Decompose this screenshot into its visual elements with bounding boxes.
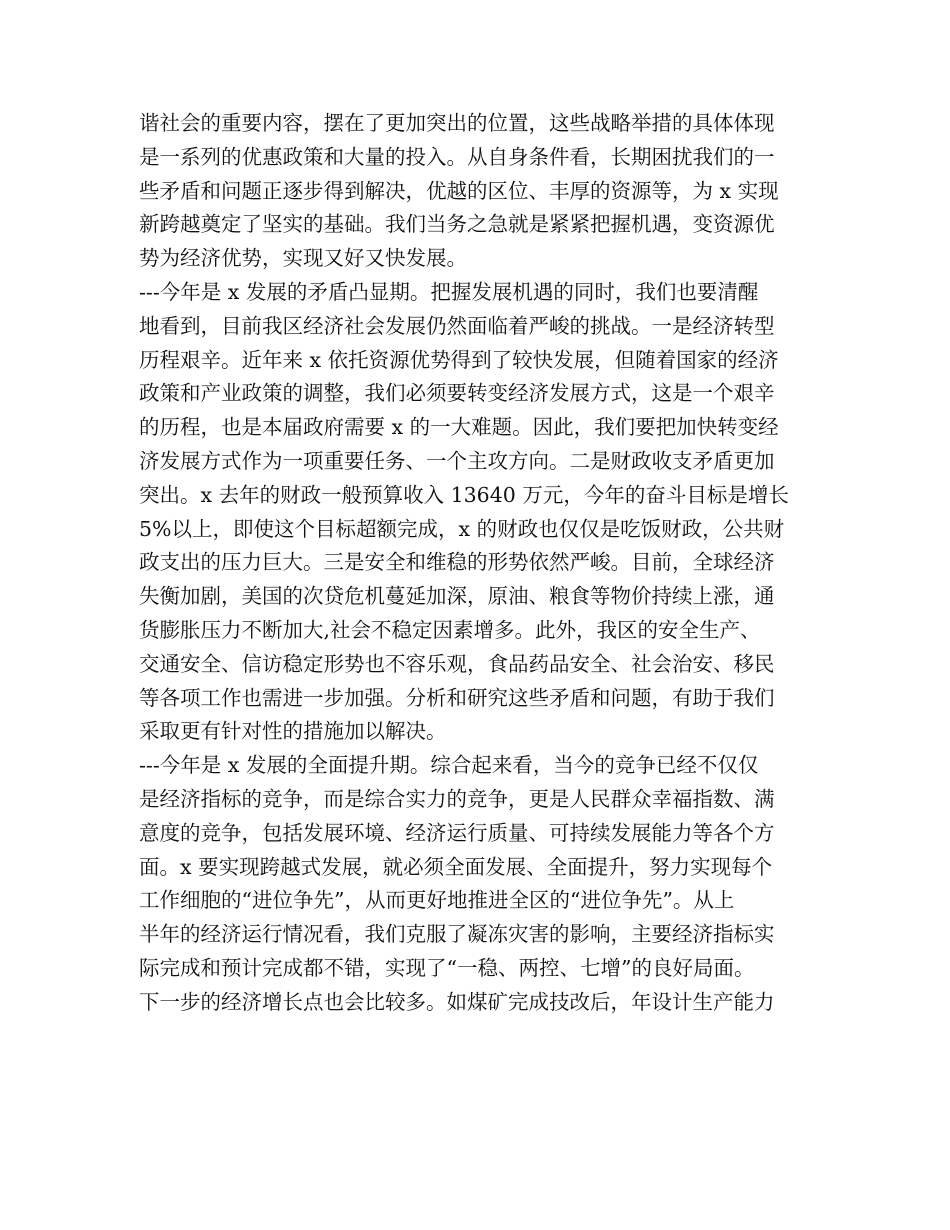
body-text bbox=[139, 107, 819, 1020]
text-line: 失衡加剧，美国的次贷危机蔓延加深，原油、粮食等物价持续上涨，通 bbox=[139, 584, 775, 609]
text-line: ---今年是 x 发展的全面提升期。综合起来看，当今的竞争已经不仅仅 bbox=[139, 753, 759, 778]
text-line: 等各项工作也需进一步加强。分析和研究这些矛盾和问题，有助于我们 bbox=[139, 685, 775, 710]
text-line: 下一步的经济增长点也会比较多。如煤矿完成技改后，年设计生产能力 bbox=[139, 989, 775, 1014]
text-line: 是一系列的优惠政策和大量的投入。从自身条件看，长期困扰我们的一 bbox=[139, 144, 775, 169]
text-line: 5%以上，即使这个目标超额完成，x 的财政也仅仅是吃饭财政，公共财 bbox=[139, 516, 785, 541]
text-line: 谐社会的重要内容，摆在了更加突出的位置，这些战略举措的具体体现 bbox=[139, 111, 775, 135]
text-line: 政策和产业政策的调整，我们必须要转变经济发展方式，这是一个艰辛 bbox=[139, 381, 775, 406]
text-line: 货膨胀压力不断加大,社会不稳定因素增多。此外，我区的安全生产、 bbox=[139, 617, 761, 642]
text-line: 历程艰辛。近年来 x 依托资源优势得到了较快发展，但随着国家的经济 bbox=[139, 347, 779, 372]
text-line: 地看到，目前我区经济社会发展仍然面临着严峻的挑战。一是经济转型 bbox=[139, 313, 775, 338]
text-line: 的历程，也是本届政府需要 x 的一大难题。因此，我们要把加快转变经 bbox=[139, 415, 779, 440]
text-line: 工作细胞的“进位争先”，从而更好地推进全区的“进位争先”。从上 bbox=[139, 888, 735, 913]
text-line: 是经济指标的竞争，而是综合实力的竞争，更是人民群众幸福指数、满 bbox=[139, 786, 775, 811]
text-line: 面。x 要实现跨越式发展，就必须全面发展、全面提升，努力实现每个 bbox=[139, 854, 773, 879]
text-line: 意度的竞争，包括发展环境、经济运行质量、可持续发展能力等各个方 bbox=[139, 820, 775, 845]
text-line: 半年的经济运行情况看，我们克服了凝冻灾害的影响，主要经济指标实 bbox=[139, 922, 775, 947]
text-line: 交通安全、信访稳定形势也不容乐观，食品药品安全、社会治安、移民 bbox=[139, 651, 775, 676]
text-line: 新跨越奠定了坚实的基础。我们当务之急就是紧紧把握机遇，变资源优 bbox=[139, 212, 775, 237]
text-line: 采取更有针对性的措施加以解决。 bbox=[139, 719, 447, 744]
text-line: 际完成和预计完成都不错，实现了“一稳、两控、七增”的良好局面。 bbox=[139, 955, 755, 980]
text-line: ---今年是 x 发展的矛盾凸显期。把握发展机遇的同时，我们也要清醒 bbox=[139, 279, 759, 304]
text-line: 势为经济优势，实现又好又快发展。 bbox=[139, 246, 467, 271]
text-line: 济发展方式作为一项重要任务、一个主攻方向。二是财政收支矛盾更加 bbox=[139, 448, 775, 473]
text-line: 政支出的压力巨大。三是安全和维稳的形势依然严峻。目前，全球经济 bbox=[139, 550, 775, 575]
text-line: 些矛盾和问题正逐步得到解决，优越的区位、丰厚的资源等，为 x 实现 bbox=[139, 178, 779, 203]
text-line: 突出。x 去年的财政一般预算收入 13640 万元，今年的奋斗目标是增长 bbox=[139, 482, 789, 507]
